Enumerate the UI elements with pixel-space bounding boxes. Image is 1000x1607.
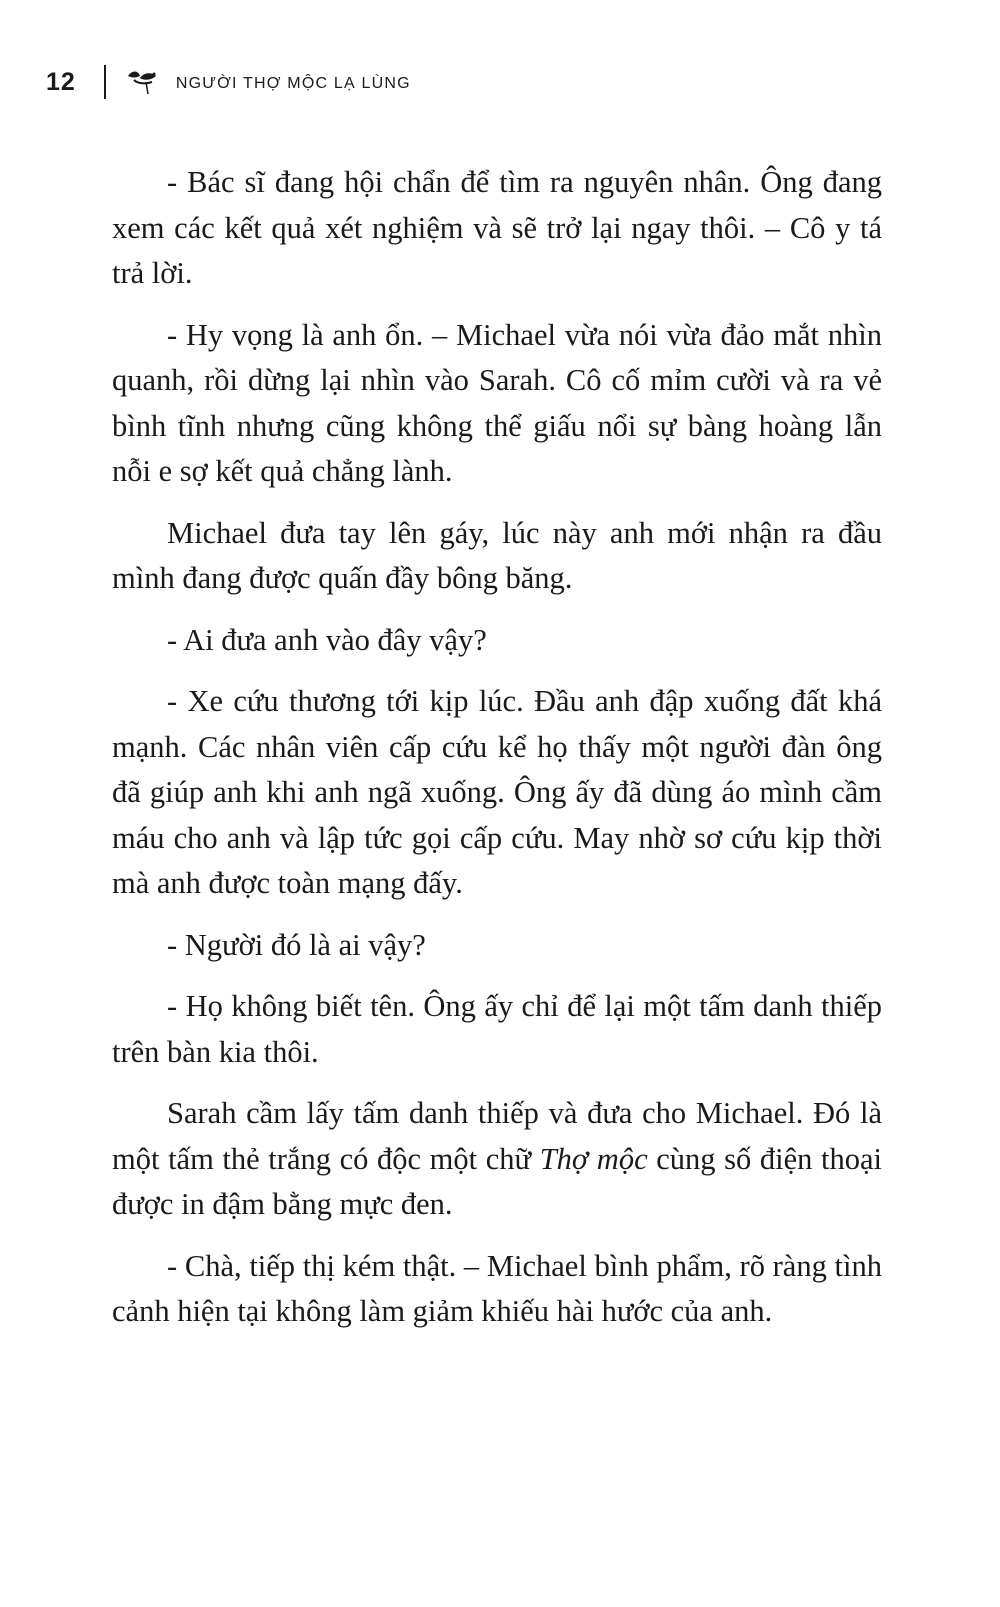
text-body [112,160,882,1351]
italic-word: Thợ mộc [539,1141,648,1176]
page-number: 12 [46,67,76,96]
leaf-ornament-icon [124,66,162,98]
text-run: Sarah cầm lấy tấm danh thiếp và đưa cho Michael. Đó là một tấm thẻ trắng có độc một chữ [112,1096,882,1176]
paragraph: - Hy vọng là anh ổn. – Michael vừa nói vừa đảo mắt nhìn quanh, rồi dừng lại nhìn vào Sarah. Cô cố mỉm cười và ra vẻ bình tĩnh nhưng cũng không thể giấu nổi sự bàng hoàng lẫn nỗi e sợ kết quả chẳng lành. [112,317,882,488]
text-run: cùng số điện thoại được in đậm bằng mực đen. [112,1141,883,1221]
paragraph: - Chà, tiếp thị kém thật. – Michael bình phẩm, rõ ràng tình cảnh hiện tại không làm giảm khiếu hài hước của anh. [112,1248,882,1328]
paragraph: - Họ không biết tên. Ông ấy chỉ để lại một tấm danh thiếp trên bàn kia thôi. [112,989,882,1069]
header-divider [104,65,106,99]
paragraph: - Ai đưa anh vào đây vậy? [167,622,487,657]
page-header [46,62,411,102]
paragraph: - Bác sĩ đang hội chẩn để tìm ra nguyên nhân. Ông đang xem các kết quả xét nghiệm và sẽ trở lại ngay thôi. – Cô y tá trả lời. [112,165,882,290]
business-card-paragraph [112,1091,882,1228]
paragraph: - Xe cứu thương tới kịp lúc. Đầu anh đập xuống đất khá mạnh. Các nhân viên cấp cứu kể họ thấy một người đàn ông đã giúp anh khi anh ngã xuống. Ông ấy đã dùng áo mình cầm máu cho anh và lập tức gọi cấp cứu. May nhờ sơ cứu kịp thời mà anh được toàn mạng đấy. [112,684,882,900]
paragraph: - Người đó là ai vậy? [167,927,426,962]
running-title: NGƯỜI THỢ MỘC LẠ LÙNG [175,75,411,92]
paragraph: Michael đưa tay lên gáy, lúc này anh mới nhận ra đầu mình đang được quấn đầy bông băng. [112,515,882,595]
